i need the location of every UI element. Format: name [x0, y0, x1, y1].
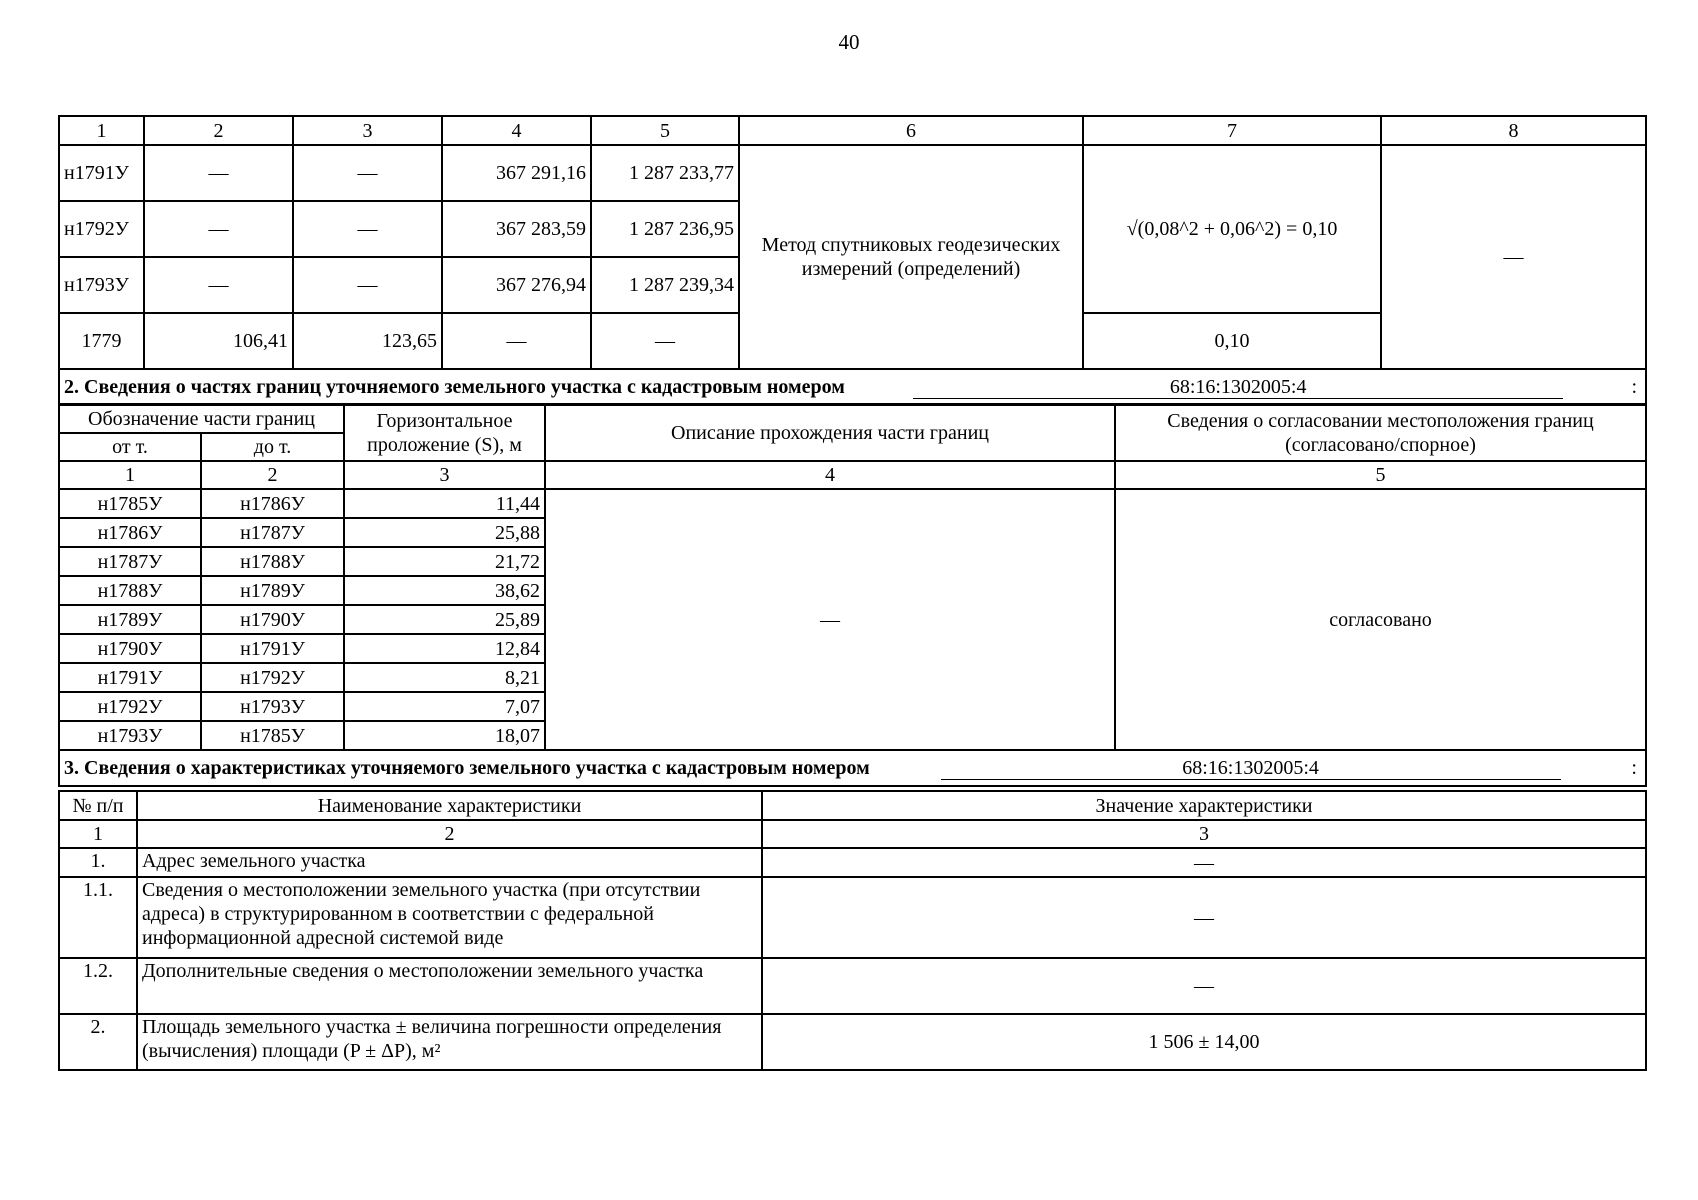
- to-point: н1792У: [201, 663, 344, 692]
- to-point: н1787У: [201, 518, 344, 547]
- from-point: н1787У: [59, 547, 201, 576]
- agreement-value: согласовано: [1115, 489, 1646, 750]
- from-header: от т.: [59, 433, 201, 461]
- distance: 38,62: [344, 576, 545, 605]
- distance: 11,44: [344, 489, 545, 518]
- table-row: [59, 877, 1646, 958]
- accuracy-last: 0,10: [1083, 313, 1381, 369]
- section-2-title-row: [59, 369, 1646, 405]
- distance: 21,72: [344, 547, 545, 576]
- to-point: н1790У: [201, 605, 344, 634]
- section-2-colon: :: [1631, 376, 1637, 398]
- coordinate-x: 367 291,16: [442, 145, 591, 201]
- to-point: н1788У: [201, 547, 344, 576]
- coordinate-x: 367 283,59: [442, 201, 591, 257]
- column-number-row: [59, 116, 1646, 145]
- table-row: [59, 1014, 1646, 1070]
- to-point: н1786У: [201, 489, 344, 518]
- cell-value: —: [144, 257, 293, 313]
- agreement-header: Сведения о согласовании местоположения границ (согласовано/спорное): [1115, 404, 1646, 461]
- from-point: н1792У: [59, 692, 201, 721]
- table-row: [59, 489, 1646, 518]
- header-row: [59, 404, 1646, 433]
- horizontal-header: Горизонтальное проложение (S), м: [344, 404, 545, 461]
- cell-value: 123,65: [293, 313, 442, 369]
- row-number: 2.: [59, 1014, 137, 1070]
- col-number: 5: [1115, 461, 1646, 489]
- col-number: 2: [137, 820, 762, 848]
- coordinate-y: 1 287 233,77: [591, 145, 739, 201]
- page-number: 40: [838, 30, 860, 54]
- to-point: н1791У: [201, 634, 344, 663]
- coordinates-table: [58, 115, 1647, 406]
- to-point: н1793У: [201, 692, 344, 721]
- from-point: н1786У: [59, 518, 201, 547]
- characteristic-name: Адрес земельного участка: [137, 848, 762, 877]
- from-point: н1793У: [59, 721, 201, 750]
- from-point: н1790У: [59, 634, 201, 663]
- table-row: [59, 848, 1646, 877]
- row-number: 1.: [59, 848, 137, 877]
- distance: 8,21: [344, 663, 545, 692]
- accuracy-formula: √(0,08^2 + 0,06^2) = 0,10: [1083, 145, 1381, 313]
- point-name: н1793У: [59, 257, 144, 313]
- column-number-row: [59, 820, 1646, 848]
- distance: 12,84: [344, 634, 545, 663]
- from-point: н1789У: [59, 605, 201, 634]
- method-cell: Метод спутниковых геодезических измерений (определений): [739, 145, 1083, 369]
- from-point: н1788У: [59, 576, 201, 605]
- from-point: н1791У: [59, 663, 201, 692]
- cell-value: 106,41: [144, 313, 293, 369]
- distance: 25,89: [344, 605, 545, 634]
- col-number: 3: [344, 461, 545, 489]
- description-value: —: [545, 489, 1115, 750]
- coordinate-x: 367 276,94: [442, 257, 591, 313]
- characteristic-name: Площадь земельного участка ± величина погрешности определения (вычисления) площади (P ± ΔP), м²: [137, 1014, 762, 1070]
- coordinate-y: 1 287 239,34: [591, 257, 739, 313]
- cell-value: —: [144, 201, 293, 257]
- value-header: Значение характеристики: [762, 791, 1646, 820]
- section-3-title-row: [59, 750, 1646, 786]
- distance: 25,88: [344, 518, 545, 547]
- characteristic-name: Дополнительные сведения о местоположении земельного участка: [137, 958, 762, 1014]
- section-2-title: 2. Сведения о частях границ уточняемого земельного участка с кадастровым номером: [64, 376, 845, 398]
- to-point: н1789У: [201, 576, 344, 605]
- col-number: 2: [144, 116, 293, 145]
- col8-value: —: [1381, 145, 1646, 369]
- section-3-title: 3. Сведения о характеристиках уточняемого земельного участка с кадастровым номером: [64, 757, 870, 779]
- header-row: [59, 791, 1646, 820]
- col-number: 1: [59, 820, 137, 848]
- characteristic-name: Сведения о местоположении земельного участка (при отсутствии адреса) в структурированном в соответствии с федеральной информационной адресной системой виде: [137, 877, 762, 958]
- boundary-parts-table: [58, 403, 1647, 787]
- col-number: 8: [1381, 116, 1646, 145]
- col-number: 4: [545, 461, 1115, 489]
- row-number: 1.2.: [59, 958, 137, 1014]
- to-point: н1785У: [201, 721, 344, 750]
- description-header: Описание прохождения части границ: [545, 404, 1115, 461]
- col-number: 3: [762, 820, 1646, 848]
- designation-header: Обозначение части границ: [59, 404, 344, 433]
- from-point: н1785У: [59, 489, 201, 518]
- characteristic-value: —: [762, 848, 1646, 877]
- distance: 7,07: [344, 692, 545, 721]
- table-row: [59, 145, 1646, 201]
- distance: 18,07: [344, 721, 545, 750]
- row-number: 1.1.: [59, 877, 137, 958]
- col-number: 4: [442, 116, 591, 145]
- cell-value: —: [293, 145, 442, 201]
- col-number: 3: [293, 116, 442, 145]
- name-header: Наименование характеристики: [137, 791, 762, 820]
- num-header: № п/п: [59, 791, 137, 820]
- col-number: 6: [739, 116, 1083, 145]
- cell-value: —: [144, 145, 293, 201]
- cell-value: —: [293, 257, 442, 313]
- coordinate-y: 1 287 236,95: [591, 201, 739, 257]
- characteristic-value: —: [762, 877, 1646, 958]
- table-row: [59, 958, 1646, 1014]
- characteristics-table: [58, 790, 1647, 1071]
- section-3-cadastral-number: 68:16:1302005:4: [941, 757, 1561, 780]
- col-number: 7: [1083, 116, 1381, 145]
- section-3-colon: :: [1631, 757, 1637, 779]
- point-name: 1779: [59, 313, 144, 369]
- section-2-cadastral-number: 68:16:1302005:4: [913, 376, 1563, 399]
- col-number: 1: [59, 116, 144, 145]
- coordinate-y: —: [591, 313, 739, 369]
- col-number: 5: [591, 116, 739, 145]
- column-number-row: [59, 461, 1646, 489]
- to-header: до т.: [201, 433, 344, 461]
- point-name: н1791У: [59, 145, 144, 201]
- characteristic-value: 1 506 ± 14,00: [762, 1014, 1646, 1070]
- coordinate-x: —: [442, 313, 591, 369]
- point-name: н1792У: [59, 201, 144, 257]
- cell-value: —: [293, 201, 442, 257]
- col-number: 2: [201, 461, 344, 489]
- col-number: 1: [59, 461, 201, 489]
- characteristic-value: —: [762, 958, 1646, 1014]
